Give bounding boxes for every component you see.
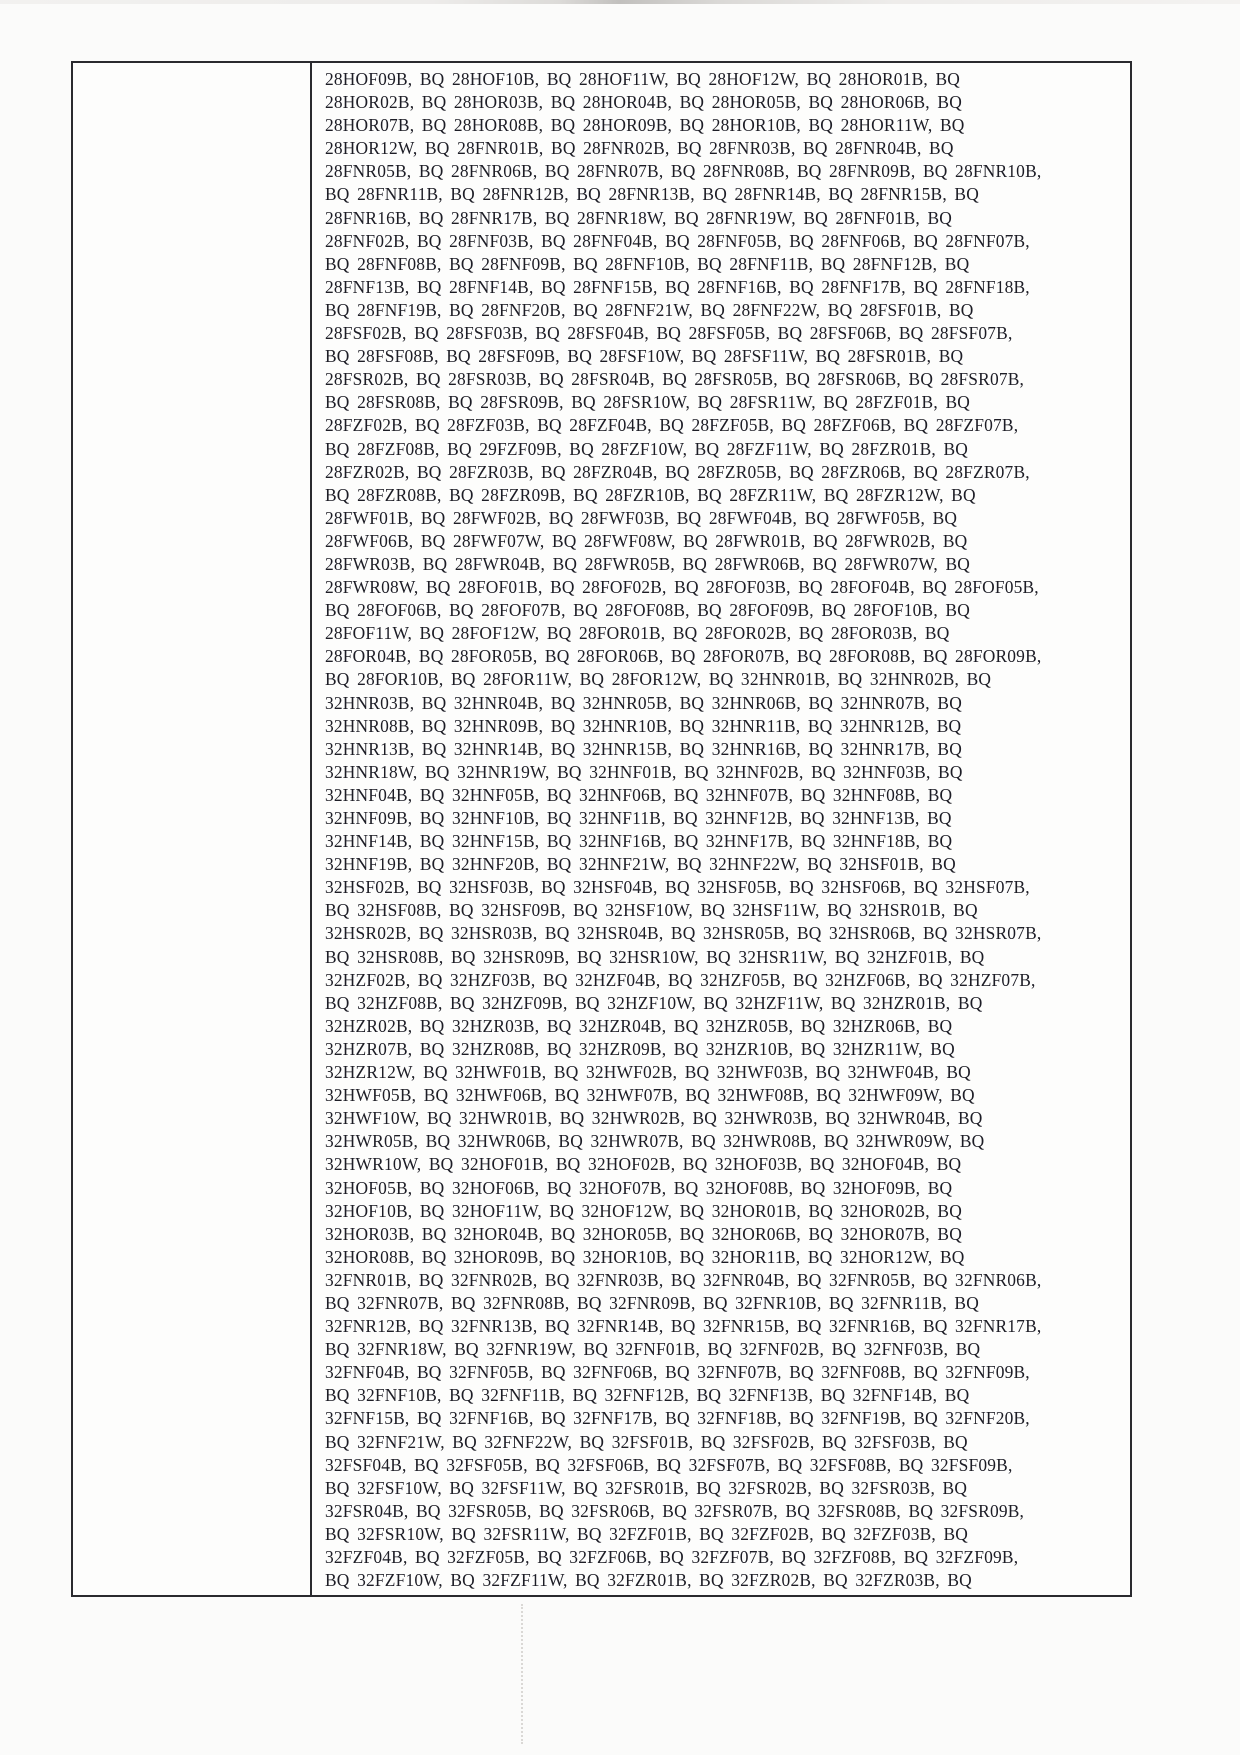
code-line: BQ 32FSF10W, BQ 32FSF11W, BQ 32FSR01B, BQ 32FSR02B, BQ 32FSR03B, BQ (325, 1477, 968, 1498)
code-line: 32HOR08B, BQ 32HOR09B, BQ 32HOR10B, BQ 32HOR11B, BQ 32HOR12W, BQ (325, 1246, 965, 1267)
code-line: 28FOF11W, BQ 28FOF12W, BQ 28FOR01B, BQ 28FOR02B, BQ 28FOR03B, BQ (325, 623, 950, 644)
code-line: 32HWF05B, BQ 32HWF06B, BQ 32HWF07B, BQ 32HWF08B, BQ 32HWF09W, BQ (325, 1085, 975, 1106)
code-line: 32HNR13B, BQ 32HNR14B, BQ 32HNR15B, BQ 32HNR16B, BQ 32HNR17B, BQ (325, 738, 962, 759)
code-line: 28FOR04B, BQ 28FOR05B, BQ 28FOR06B, BQ 28FOR07B, BQ 28FOR08B, BQ 28FOR09B, (325, 646, 1042, 667)
code-line: 32HWR10W, BQ 32HOF01B, BQ 32HOF02B, BQ 32HOF03B, BQ 32HOF04B, BQ (325, 1154, 962, 1175)
code-line: BQ 32FZF10W, BQ 32FZF11W, BQ 32FZR01B, BQ 32FZR02B, BQ 32FZR03B, BQ (325, 1570, 972, 1591)
code-line: BQ 32FSR10W, BQ 32FSR11W, BQ 32FZF01B, BQ 32FZF02B, BQ 32FZF03B, BQ (325, 1523, 969, 1544)
code-line: BQ 28FZR08B, BQ 28FZR09B, BQ 28FZR10B, BQ 28FZR11W, BQ 28FZR12W, BQ (325, 484, 976, 505)
code-line: 32FSR04B, BQ 32FSR05B, BQ 32FSR06B, BQ 32FSR07B, BQ 32FSR08B, BQ 32FSR09B, (325, 1500, 1025, 1521)
code-line: 32HWF10W, BQ 32HWR01B, BQ 32HWR02B, BQ 32HWR03B, BQ 32HWR04B, BQ (325, 1108, 983, 1129)
code-line: 28FZF02B, BQ 28FZF03B, BQ 28FZF04B, BQ 28FZF05B, BQ 28FZF06B, BQ 28FZF07B, (325, 415, 1019, 436)
model-list-cell (312, 63, 1130, 1595)
code-line: 28FWR03B, BQ 28FWR04B, BQ 28FWR05B, BQ 28FWR06B, BQ 28FWR07W, BQ (325, 553, 971, 574)
code-line: 28FNR16B, BQ 28FNR17B, BQ 28FNR18W, BQ 28FNR19W, BQ 28FNF01B, BQ (325, 207, 953, 228)
code-line: 28FWF01B, BQ 28FWF02B, BQ 28FWF03B, BQ 28FWF04B, BQ 28FWF05B, BQ (325, 507, 958, 528)
code-line: BQ 32FNF21W, BQ 32FNF22W, BQ 32FSF01B, BQ 32FSF02B, BQ 32FSF03B, BQ (325, 1431, 968, 1452)
code-line: BQ 28FOF06B, BQ 28FOF07B, BQ 28FOF08B, BQ 28FOF09B, BQ 28FOF10B, BQ (325, 600, 970, 621)
code-line: 32HOR03B, BQ 32HOR04B, BQ 32HOR05B, BQ 32HOR06B, BQ 32HOR07B, BQ (325, 1223, 962, 1244)
code-line: 28FNR05B, BQ 28FNR06B, BQ 28FNR07B, BQ 28FNR08B, BQ 28FNR09B, BQ 28FNR10B, (325, 161, 1042, 182)
code-line: 28HOF09B, BQ 28HOF10B, BQ 28HOF11W, BQ 28HOF12W, BQ 28HOR01B, BQ (325, 69, 961, 89)
code-line: 28FWR08W, BQ 28FOF01B, BQ 28FOF02B, BQ 28FOF03B, BQ 28FOF04B, BQ 28FOF05B, (325, 577, 1039, 598)
code-line: BQ 28FNF19B, BQ 28FNF20B, BQ 28FNF21W, BQ 28FNF22W, BQ 28FSF01B, BQ (325, 299, 974, 320)
code-line: 32FSF04B, BQ 32FSF05B, BQ 32FSF06B, BQ 32FSF07B, BQ 32FSF08B, BQ 32FSF09B, (325, 1454, 1013, 1475)
code-line: BQ 32FNF10B, BQ 32FNF11B, BQ 32FNF12B, BQ 32FNF13B, BQ 32FNF14B, BQ (325, 1385, 970, 1406)
code-line: BQ 28FOR10B, BQ 28FOR11W, BQ 28FOR12W, BQ 32HNR01B, BQ 32HNR02B, BQ (325, 669, 992, 690)
code-line: 32FNF04B, BQ 32FNF05B, BQ 32FNF06B, BQ 32FNF07B, BQ 32FNF08B, BQ 32FNF09B, (325, 1362, 1030, 1383)
code-line: BQ 32HZF08B, BQ 32HZF09B, BQ 32HZF10W, BQ 32HZF11W, BQ 32HZR01B, BQ (325, 992, 983, 1013)
code-line: BQ 32HSR08B, BQ 32HSR09B, BQ 32HSR10W, BQ 32HSR11W, BQ 32HZF01B, BQ (325, 946, 985, 967)
code-line: 28FSF02B, BQ 28FSF03B, BQ 28FSF04B, BQ 28FSF05B, BQ 28FSF06B, BQ 28FSF07B, (325, 323, 1013, 344)
document-table (71, 61, 1132, 1597)
table-empty-left-cell (73, 63, 312, 1595)
code-line: 32HNF14B, BQ 32HNF15B, BQ 32HNF16B, BQ 32HNF17B, BQ 32HNF18B, BQ (325, 831, 953, 852)
model-list-lines (325, 68, 1124, 1592)
code-line: 28HOR02B, BQ 28HOR03B, BQ 28HOR04B, BQ 28HOR05B, BQ 28HOR06B, BQ (325, 92, 962, 113)
code-line: 32HNF04B, BQ 32HNF05B, BQ 32HNF06B, BQ 32HNF07B, BQ 32HNF08B, BQ (325, 784, 953, 805)
code-line: 32HNR18W, BQ 32HNR19W, BQ 32HNF01B, BQ 32HNF02B, BQ 32HNF03B, BQ (325, 761, 963, 782)
code-line: 32HZR07B, BQ 32HZR08B, BQ 32HZR09B, BQ 32HZR10B, BQ 32HZR11W, BQ (325, 1038, 955, 1059)
code-line: BQ 28FZF08B, BQ 29FZF09B, BQ 28FZF10W, BQ 28FZF11W, BQ 28FZR01B, BQ (325, 438, 969, 459)
code-line: 28HOR12W, BQ 28FNR01B, BQ 28FNR02B, BQ 28FNR03B, BQ 28FNR04B, BQ (325, 138, 954, 159)
code-line: BQ 28FSR08B, BQ 28FSR09B, BQ 28FSR10W, BQ 28FSR11W, BQ 28FZF01B, BQ (325, 392, 970, 413)
code-line: 28FNF02B, BQ 28FNF03B, BQ 28FNF04B, BQ 28FNF05B, BQ 28FNF06B, BQ 28FNF07B, (325, 230, 1030, 251)
code-line: 28HOR07B, BQ 28HOR08B, BQ 28HOR09B, BQ 28HOR10B, BQ 28HOR11W, BQ (325, 115, 965, 136)
code-line: 32HZF02B, BQ 32HZF03B, BQ 32HZF04B, BQ 32HZF05B, BQ 32HZF06B, BQ 32HZF07B, (325, 969, 1036, 990)
code-line: 32FNR12B, BQ 32FNR13B, BQ 32FNR14B, BQ 32FNR15B, BQ 32FNR16B, BQ 32FNR17B, (325, 1316, 1042, 1337)
code-line: 28FZR02B, BQ 28FZR03B, BQ 28FZR04B, BQ 28FZR05B, BQ 28FZR06B, BQ 28FZR07B, (325, 461, 1030, 482)
code-line: 32HZR12W, BQ 32HWF01B, BQ 32HWF02B, BQ 32HWF03B, BQ 32HWF04B, BQ (325, 1062, 971, 1083)
code-line: 32HNR03B, BQ 32HNR04B, BQ 32HNR05B, BQ 32HNR06B, BQ 32HNR07B, BQ (325, 692, 962, 713)
code-line: BQ 32HSF08B, BQ 32HSF09B, BQ 32HSF10W, BQ 32HSF11W, BQ 32HSR01B, BQ (325, 900, 978, 921)
code-line: 32HOF05B, BQ 32HOF06B, BQ 32HOF07B, BQ 32HOF08B, BQ 32HOF09B, BQ (325, 1177, 953, 1198)
code-line: 32HNR08B, BQ 32HNR09B, BQ 32HNR10B, BQ 32HNR11B, BQ 32HNR12B, BQ (325, 715, 962, 736)
code-line: 28FSR02B, BQ 28FSR03B, BQ 28FSR04B, BQ 28FSR05B, BQ 28FSR06B, BQ 28FSR07B, (325, 369, 1025, 390)
code-line: 32FZF04B, BQ 32FZF05B, BQ 32FZF06B, BQ 32FZF07B, BQ 32FZF08B, BQ 32FZF09B, (325, 1547, 1019, 1567)
scan-dotted-artifact (521, 1604, 523, 1744)
code-line: 28FWF06B, BQ 28FWF07W, BQ 28FWF08W, BQ 28FWR01B, BQ 28FWR02B, BQ (325, 530, 968, 551)
code-line: BQ 28FSF08B, BQ 28FSF09B, BQ 28FSF10W, BQ 28FSF11W, BQ 28FSR01B, BQ (325, 346, 964, 367)
code-line: 32HSR02B, BQ 32HSR03B, BQ 32HSR04B, BQ 32HSR05B, BQ 32HSR06B, BQ 32HSR07B, (325, 923, 1042, 944)
code-line: 32HNF09B, BQ 32HNF10B, BQ 32HNF11B, BQ 32HNF12B, BQ 32HNF13B, BQ (325, 808, 952, 828)
code-line: 28FNF13B, BQ 28FNF14B, BQ 28FNF15B, BQ 28FNF16B, BQ 28FNF17B, BQ 28FNF18B, (325, 276, 1030, 297)
code-line: 32FNF15B, BQ 32FNF16B, BQ 32FNF17B, BQ 32FNF18B, BQ 32FNF19B, BQ 32FNF20B, (325, 1408, 1030, 1429)
code-line: 32HSF02B, BQ 32HSF03B, BQ 32HSF04B, BQ 32HSF05B, BQ 32HSF06B, BQ 32HSF07B, (325, 877, 1030, 898)
code-line: BQ 28FNF08B, BQ 28FNF09B, BQ 28FNF10B, BQ 28FNF11B, BQ 28FNF12B, BQ (325, 253, 970, 274)
code-line: BQ 32FNR07B, BQ 32FNR08B, BQ 32FNR09B, BQ 32FNR10B, BQ 32FNR11B, BQ (325, 1292, 979, 1313)
code-line: 32FNR01B, BQ 32FNR02B, BQ 32FNR03B, BQ 32FNR04B, BQ 32FNR05B, BQ 32FNR06B, (325, 1269, 1042, 1290)
code-line: 32HOF10B, BQ 32HOF11W, BQ 32HOF12W, BQ 32HOR01B, BQ 32HOR02B, BQ (325, 1200, 962, 1221)
code-line: 32HWR05B, BQ 32HWR06B, BQ 32HWR07B, BQ 32HWR08B, BQ 32HWR09W, BQ (325, 1131, 985, 1152)
code-line: BQ 28FNR11B, BQ 28FNR12B, BQ 28FNR13B, BQ 28FNR14B, BQ 28FNR15B, BQ (325, 184, 979, 205)
code-line: 32HNF19B, BQ 32HNF20B, BQ 32HNF21W, BQ 32HNF22W, BQ 32HSF01B, BQ (325, 854, 956, 875)
code-line: BQ 32FNR18W, BQ 32FNR19W, BQ 32FNF01B, BQ 32FNF02B, BQ 32FNF03B, BQ (325, 1339, 981, 1360)
scan-edge-artifact (0, 0, 1240, 4)
code-line: 32HZR02B, BQ 32HZR03B, BQ 32HZR04B, BQ 32HZR05B, BQ 32HZR06B, BQ (325, 1015, 953, 1036)
